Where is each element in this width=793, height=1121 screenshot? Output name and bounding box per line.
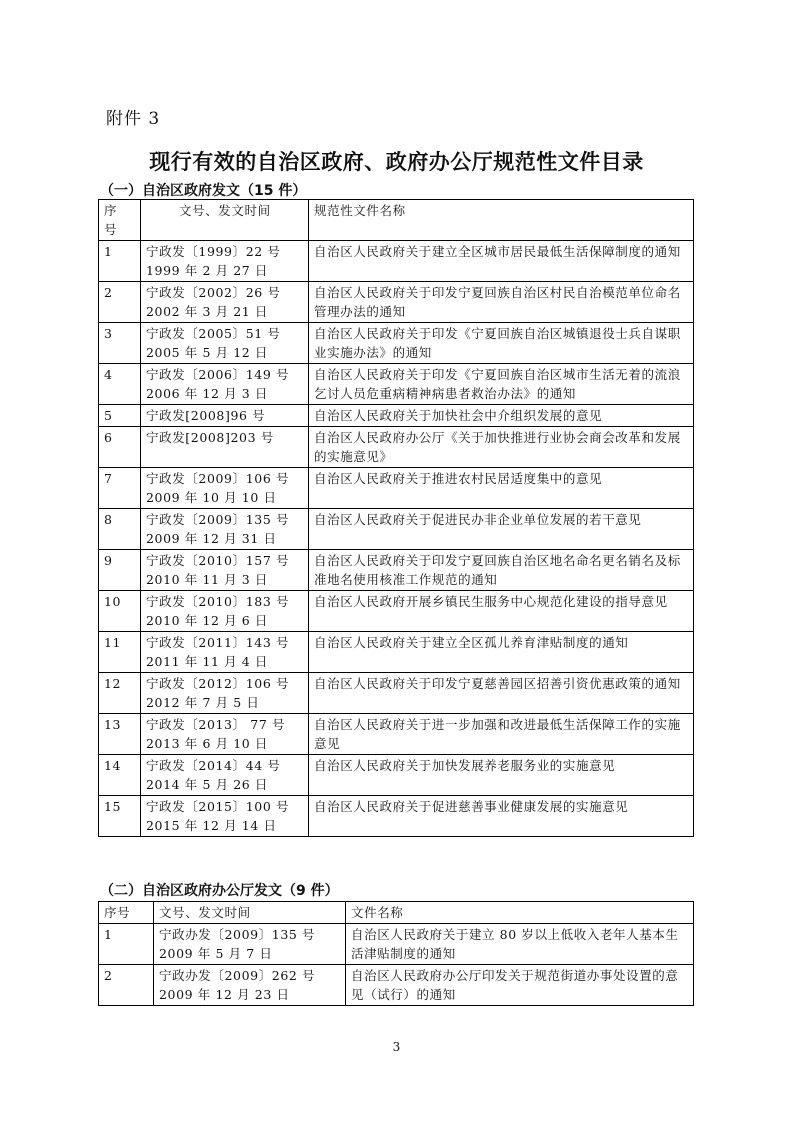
row-number: 4 xyxy=(99,364,141,405)
row-document-name: 自治区人民政府关于建立 80 岁以上低收入老年人基本生活津贴制度的通知 xyxy=(346,924,694,965)
header-number: 序号 xyxy=(99,902,154,924)
row-document-name: 自治区人民政府办公厅印发关于规范街道办事处设置的意见（试行）的通知 xyxy=(346,965,694,1006)
header-reference-date: 文号、发文时间 xyxy=(154,902,346,924)
row-number: 13 xyxy=(99,714,141,755)
table-row xyxy=(99,427,694,468)
table-row xyxy=(99,550,694,591)
row-document-name: 自治区人民政府关于印发宁夏慈善园区招善引资优惠政策的通知 xyxy=(309,673,694,714)
row-number: 10 xyxy=(99,591,141,632)
table-row xyxy=(99,796,694,837)
section-heading-government: （一）自治区政府发文（15 件） xyxy=(100,183,307,199)
table-row xyxy=(99,924,694,965)
office-documents-table xyxy=(98,901,694,1006)
row-number: 8 xyxy=(99,509,141,550)
row-document-name: 自治区人民政府开展乡镇民生服务中心规范化建设的指导意见 xyxy=(309,591,694,632)
table-row xyxy=(99,405,694,427)
row-number: 2 xyxy=(99,965,154,1006)
row-reference-date: 宁政发〔2002〕26 号 2002 年 3 月 21 日 xyxy=(141,282,309,323)
row-reference-date: 宁政发〔2009〕106 号 2009 年 10 月 10 日 xyxy=(141,468,309,509)
row-number: 12 xyxy=(99,673,141,714)
table-header-row xyxy=(99,902,694,924)
row-reference-date: 宁政办发〔2009〕135 号 2009 年 5 月 7 日 xyxy=(154,924,346,965)
table-header-row xyxy=(99,200,694,241)
table-row xyxy=(99,282,694,323)
table-row xyxy=(99,509,694,550)
table-row xyxy=(99,714,694,755)
table-row xyxy=(99,673,694,714)
row-document-name: 自治区人民政府关于促进民办非企业单位发展的若干意见 xyxy=(309,509,694,550)
row-reference-date: 宁政发〔2009〕135 号 2009 年 12 月 31 日 xyxy=(141,509,309,550)
row-reference-date: 宁政发〔2010〕157 号 2010 年 11 月 3 日 xyxy=(141,550,309,591)
row-number: 9 xyxy=(99,550,141,591)
row-number: 15 xyxy=(99,796,141,837)
row-document-name: 自治区人民政府关于印发《宁夏回族自治区城镇退役士兵自谋职业实施办法》的通知 xyxy=(309,323,694,364)
row-document-name: 自治区人民政府关于建立全区孤儿养育津贴制度的通知 xyxy=(309,632,694,673)
row-reference-date: 宁政发〔2010〕183 号 2010 年 12 月 6 日 xyxy=(141,591,309,632)
row-number: 1 xyxy=(99,241,141,282)
row-reference-date: 宁政发〔2006〕149 号 2006 年 12 月 3 日 xyxy=(141,364,309,405)
row-reference-date: 宁政发[2008]203 号 xyxy=(141,427,309,468)
row-document-name: 自治区人民政府关于加快社会中介组织发展的意见 xyxy=(309,405,694,427)
row-reference-date: 宁政发〔2012〕106 号 2012 年 7 月 5 日 xyxy=(141,673,309,714)
table-row xyxy=(99,632,694,673)
government-documents-table xyxy=(98,199,694,837)
row-number: 11 xyxy=(99,632,141,673)
header-number: 序 号 xyxy=(99,200,141,241)
header-document-name: 规范性文件名称 xyxy=(309,200,694,241)
row-reference-date: 宁政办发〔2009〕262 号 2009 年 12 月 23 日 xyxy=(154,965,346,1006)
document-title: 现行有效的自治区政府、政府办公厅规范性文件目录 xyxy=(149,150,644,174)
table-row xyxy=(99,323,694,364)
row-number: 6 xyxy=(99,427,141,468)
row-number: 5 xyxy=(99,405,141,427)
row-reference-date: 宁政发〔1999〕22 号 1999 年 2 月 27 日 xyxy=(141,241,309,282)
header-document-name: 文件名称 xyxy=(346,902,694,924)
row-document-name: 自治区人民政府办公厅《关于加快推进行业协会商会改革和发展的实施意见》 xyxy=(309,427,694,468)
table-row xyxy=(99,241,694,282)
table-row xyxy=(99,591,694,632)
row-document-name: 自治区人民政府关于进一步加强和改进最低生活保障工作的实施意见 xyxy=(309,714,694,755)
row-reference-date: 宁政发〔2005〕51 号 2005 年 5 月 12 日 xyxy=(141,323,309,364)
row-reference-date: 宁政发〔2015〕100 号 2015 年 12 月 14 日 xyxy=(141,796,309,837)
row-document-name: 自治区人民政府关于印发《宁夏回族自治区城市生活无着的流浪乞讨人员危重病精神病患者救治办法》的通知 xyxy=(309,364,694,405)
row-document-name: 自治区人民政府关于推进农村民居适度集中的意见 xyxy=(309,468,694,509)
table-row xyxy=(99,965,694,1006)
attachment-label: 附件 3 xyxy=(106,109,161,129)
row-document-name: 自治区人民政府关于加快发展养老服务业的实施意见 xyxy=(309,755,694,796)
row-reference-date: 宁政发〔2013〕 77 号 2013 年 6 月 10 日 xyxy=(141,714,309,755)
section-heading-office: （二）自治区政府办公厅发文（9 件） xyxy=(100,883,339,899)
table-row xyxy=(99,755,694,796)
table-row xyxy=(99,468,694,509)
row-number: 1 xyxy=(99,924,154,965)
row-number: 14 xyxy=(99,755,141,796)
page-number: 3 xyxy=(392,1040,401,1054)
row-document-name: 自治区人民政府关于建立全区城市居民最低生活保障制度的通知 xyxy=(309,241,694,282)
row-document-name: 自治区人民政府关于印发宁夏回族自治区地名命名更名销名及标准地名使用核准工作规范的通知 xyxy=(309,550,694,591)
row-document-name: 自治区人民政府关于促进慈善事业健康发展的实施意见 xyxy=(309,796,694,837)
table-row xyxy=(99,364,694,405)
row-number: 3 xyxy=(99,323,141,364)
row-number: 7 xyxy=(99,468,141,509)
row-reference-date: 宁政发〔2014〕44 号 2014 年 5 月 26 日 xyxy=(141,755,309,796)
row-number: 2 xyxy=(99,282,141,323)
row-document-name: 自治区人民政府关于印发宁夏回族自治区村民自治模范单位命名管理办法的通知 xyxy=(309,282,694,323)
row-reference-date: 宁政发〔2011〕143 号 2011 年 11 月 4 日 xyxy=(141,632,309,673)
header-reference-date: 文号、发文时间 xyxy=(141,200,309,241)
row-reference-date: 宁政发[2008]96 号 xyxy=(141,405,309,427)
